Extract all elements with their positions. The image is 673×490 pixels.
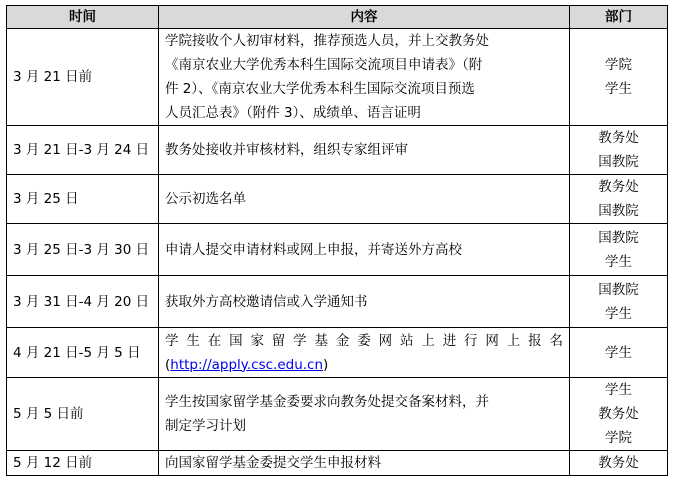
content-line: 学生按国家留学基金委要求向教务处提交备案材料，并: [165, 394, 489, 410]
content-line: 人员汇总表》（附件 3）、成绩单、语言证明: [165, 105, 421, 121]
schedule-table: [6, 5, 668, 476]
table-row: [7, 276, 668, 328]
link-line: [165, 353, 563, 377]
content-cell: 获取外方高校邀请信或入学通知书: [159, 276, 570, 328]
dept-line: 学生: [605, 81, 632, 97]
dept-line: 教务处: [598, 130, 639, 146]
dept-cell: [570, 378, 668, 451]
dept-cell: [570, 29, 668, 126]
dept-line: 学生: [605, 305, 632, 322]
table-row: [7, 451, 668, 476]
content-line: 制定学习计划: [165, 418, 246, 434]
header-content: 内容: [159, 6, 570, 29]
dept-cell: [570, 328, 668, 378]
time-cell: 5 月 12 日前: [7, 451, 159, 476]
header-time: 时间: [7, 6, 159, 29]
content-line: 学院接收个人初审材料，推荐预选人员，并上交教务处: [165, 33, 489, 49]
content-cell: [159, 378, 570, 451]
dept-line: 国教院: [598, 281, 639, 298]
paren-close: ): [323, 356, 329, 373]
table-row: [7, 126, 668, 175]
dept-cell: [570, 276, 668, 328]
dept-line: 学生: [605, 253, 632, 270]
time-cell: 3 月 21 日-3 月 24 日: [7, 126, 159, 175]
time-cell: 3 月 25 日: [7, 175, 159, 224]
header-dept: 部门: [570, 6, 668, 29]
content-line: 学生在国家留学基金委网站上进行网上报名: [165, 332, 563, 349]
dept-cell: [570, 224, 668, 276]
content-cell: 向国家留学基金委提交学生申报材料: [159, 451, 570, 476]
table-row: [7, 328, 668, 378]
content-cell: [159, 29, 570, 126]
table-row: [7, 175, 668, 224]
table-row: [7, 378, 668, 451]
dept-line: 学生: [605, 344, 632, 361]
header-row: [7, 6, 668, 29]
dept-line: 教务处: [598, 179, 639, 195]
time-cell: 3 月 31 日-4 月 20 日: [7, 276, 159, 328]
table-row: [7, 29, 668, 126]
content-cell: [159, 328, 570, 378]
time-cell: 4 月 21 日-5 月 5 日: [7, 328, 159, 378]
dept-line: 国教院: [598, 154, 639, 170]
time-cell: 3 月 25 日-3 月 30 日: [7, 224, 159, 276]
dept-line: 学院: [605, 430, 632, 446]
dept-line: 教务处: [598, 406, 639, 422]
dept-cell: [570, 451, 668, 476]
content-line: 件 2）、《南京农业大学优秀本科生国际交流项目预选: [165, 81, 475, 97]
csc-apply-link[interactable]: http://apply.csc.edu.cn: [170, 356, 324, 373]
paren-open: (: [165, 356, 171, 373]
dept-cell: [570, 175, 668, 224]
dept-line: 学院: [605, 57, 632, 73]
dept-line: 国教院: [598, 229, 639, 246]
content-cell: 公示初选名单: [159, 175, 570, 224]
dept-line: 学生: [605, 382, 632, 398]
dept-line: 国教院: [598, 203, 639, 219]
time-cell: 5 月 5 日前: [7, 378, 159, 451]
dept-line: 教务处: [598, 455, 639, 471]
dept-cell: [570, 126, 668, 175]
content-line: 《南京农业大学优秀本科生国际交流项目申请表》（附: [165, 57, 483, 73]
content-cell: 教务处接收并审核材料，组织专家组评审: [159, 126, 570, 175]
table-row: [7, 224, 668, 276]
time-cell: 3 月 21 日前: [7, 29, 159, 126]
content-cell: 申请人提交申请材料或网上申报，并寄送外方高校: [159, 224, 570, 276]
